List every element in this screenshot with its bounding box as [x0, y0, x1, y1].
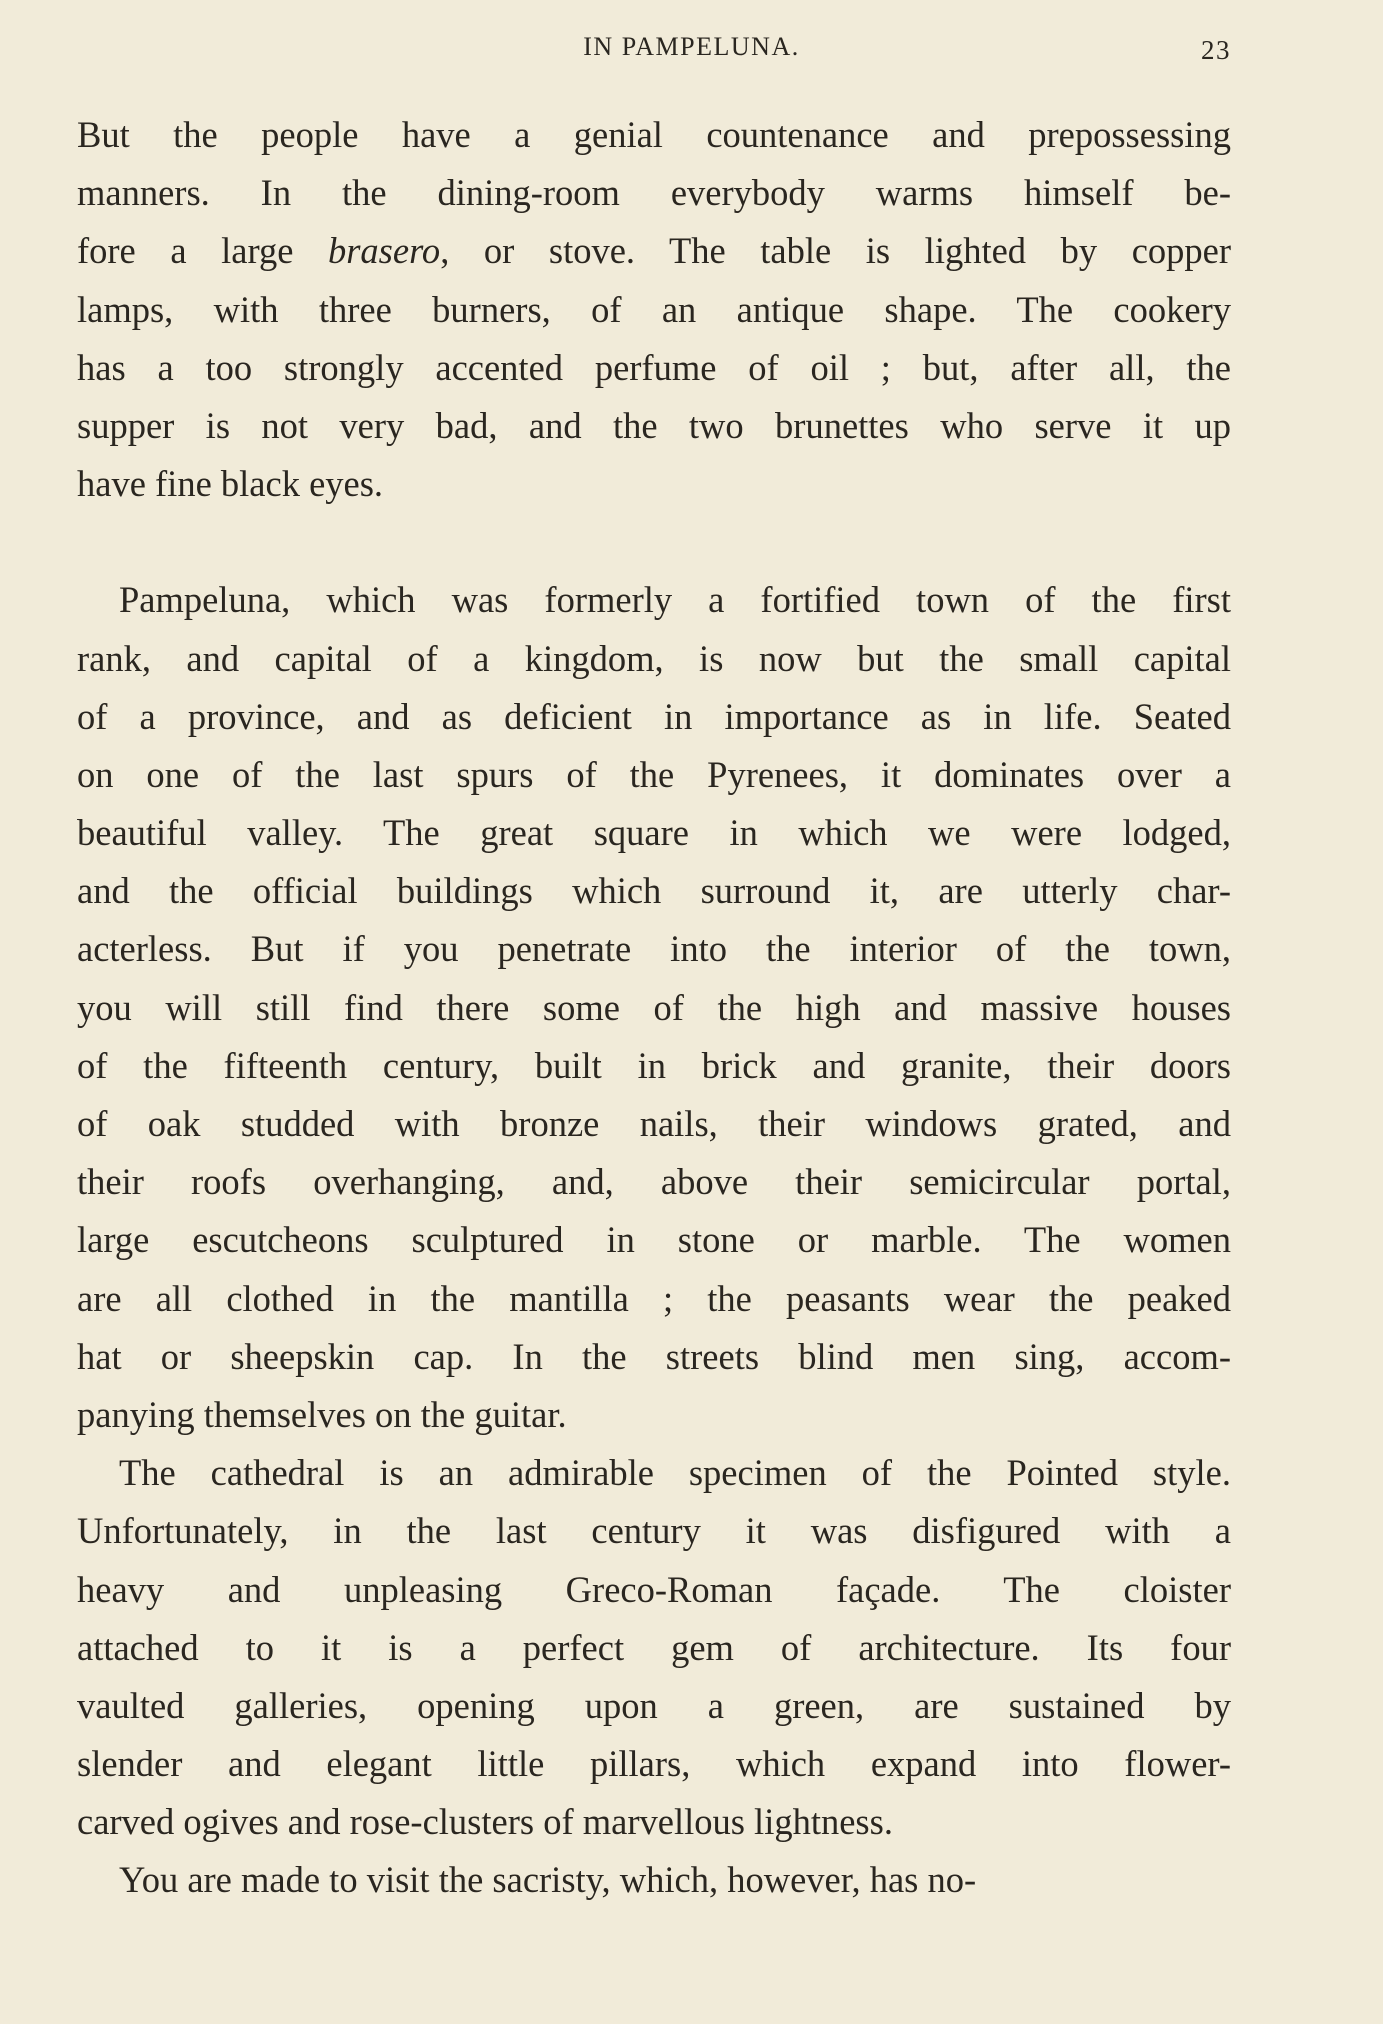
text-line: Unfortunately, in the last century it was disfigured with a	[77, 1510, 1231, 1552]
text-line: But the people have a genial countenance and prepossessing	[77, 114, 1231, 155]
text-line: You are made to visit the sacristy, which, however, has no-	[119, 1859, 977, 1901]
text-line: vaulted galleries, opening upon a green, are sustained by	[77, 1684, 1231, 1726]
text-line: lamps, with three burners, of an antique shape. The cookery	[77, 288, 1231, 330]
text-line: supper is not very bad, and the two brunettes who serve it up	[77, 404, 1231, 446]
text-line: carved ogives and rose-clusters of marvellous lightness.	[77, 1801, 893, 1843]
text-line: fore a large brasero, or stove. The table is lighted by copper	[77, 230, 1231, 272]
text-line: acterless. But if you penetrate into the interior of the town,	[77, 928, 1231, 970]
text-line: has a too strongly accented perfume of oil ; but, after all, the	[77, 346, 1231, 388]
text-line: The cathedral is an admirable specimen of the Pointed style.	[119, 1452, 1231, 1494]
text-line: large escutcheons sculptured in stone or marble. The women	[77, 1219, 1231, 1261]
text-line: heavy and unpleasing Greco-Roman façade. The cloister	[77, 1568, 1231, 1610]
paragraph-2	[77, 571, 1231, 1444]
text-line: of the fifteenth century, built in brick and granite, their doors	[77, 1044, 1231, 1086]
text-line: slender and elegant little pillars, which expand into flower-	[77, 1743, 1231, 1785]
text-line: on one of the last spurs of the Pyrenees, it dominates over a	[77, 753, 1231, 795]
text-line: of a province, and as deficient in importance as in life. Seated	[77, 695, 1231, 737]
paragraph-1	[77, 106, 1231, 513]
text-line: rank, and capital of a kingdom, is now but the small capital	[77, 637, 1231, 679]
text-line: attached to it is a perfect gem of architecture. Its four	[77, 1626, 1231, 1668]
text-line: manners. In the dining-room everybody warms himself be-	[77, 172, 1231, 214]
text-line: are all clothed in the mantilla ; the peasants wear the peaked	[77, 1277, 1231, 1319]
paragraph-3	[77, 1444, 1231, 1851]
page-number: 23	[1201, 35, 1231, 65]
body-text	[77, 106, 1231, 1910]
italic-term: brasero	[327, 230, 441, 272]
text-line: and the official buildings which surround it, are utterly char-	[77, 870, 1231, 912]
text-line: have fine black eyes.	[77, 463, 384, 505]
running-title: IN PAMPELUNA.	[583, 32, 800, 61]
text-line: hat or sheepskin cap. In the streets blind men sing, accom-	[77, 1335, 1231, 1377]
text-line: beautiful valley. The great square in which we were lodged,	[77, 812, 1231, 854]
text-line: of oak studded with bronze nails, their windows grated, and	[77, 1103, 1231, 1144]
paragraph-4	[77, 1851, 1231, 1909]
running-head	[0, 32, 1383, 72]
text-line: you will still find there some of the high and massive houses	[77, 986, 1231, 1028]
text-line: panying themselves on the guitar.	[77, 1393, 567, 1435]
paragraph-spacer	[77, 513, 1231, 571]
text-line: their roofs overhanging, and, above their semicircular portal,	[77, 1161, 1231, 1203]
text-line: Pampeluna, which was formerly a fortified town of the first	[119, 579, 1231, 621]
